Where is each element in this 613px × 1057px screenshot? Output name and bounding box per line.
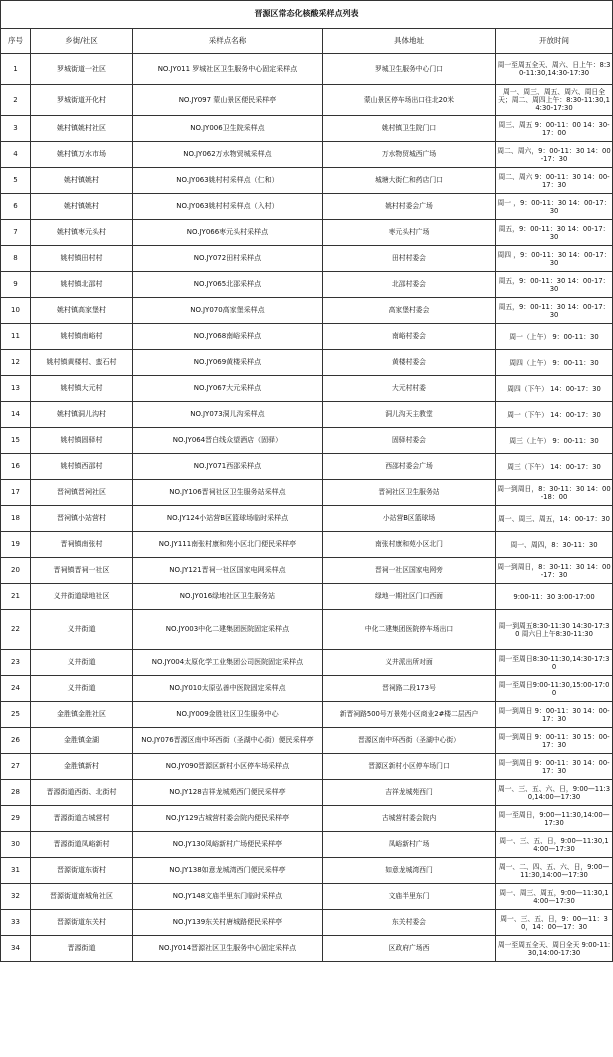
cell-address: 义井派出所对面: [323, 650, 496, 676]
cell-no: 25: [1, 702, 31, 728]
cell-site: NO.JY010太原弘善中医院固定采样点: [133, 676, 323, 702]
cell-no: 11: [1, 324, 31, 350]
header-area: 乡街/社区: [31, 29, 133, 54]
header-site: 采样点名称: [133, 29, 323, 54]
cell-hours: 周一到周日 9：00-11：30 14：00-17：30: [496, 754, 613, 780]
cell-hours: 周一、周三、周五，9:00—11:30,14:00—17:30: [496, 884, 613, 910]
table-row: [1, 376, 613, 402]
cell-address: 田村村委会: [323, 246, 496, 272]
cell-hours: 周三（下午） 14：00-17：30: [496, 454, 613, 480]
cell-hours: 周一至周日9:00-11:30,15:00-17:00: [496, 676, 613, 702]
table-row: [1, 454, 613, 480]
cell-area: 姚村镇洞儿沟村: [31, 402, 133, 428]
table-row: [1, 884, 613, 910]
cell-hours: 周一到周五8:30-11:30 14:30-17:30 周六日上午8:30-11:30: [496, 610, 613, 650]
cell-address: 晋祠路二段173号: [323, 676, 496, 702]
cell-site: NO.JY124小站营B区篮球场临时采样点: [133, 506, 323, 532]
cell-area: 姚村镇姚村: [31, 194, 133, 220]
cell-site: NO.JY068南峪采样点: [133, 324, 323, 350]
cell-site: NO.JY139东关村唐城路便民采样亭: [133, 910, 323, 936]
cell-area: 晋祠镇晋祠一社区: [31, 558, 133, 584]
cell-hours: 周四（下午） 14：00-17：30: [496, 376, 613, 402]
table-title: 晋源区常态化核酸采样点列表: [1, 1, 613, 29]
cell-hours: 周一至周日8:30-11:30,14:30-17:30: [496, 650, 613, 676]
cell-address: 高家堡村委会: [323, 298, 496, 324]
cell-address: 南张村康和苑小区北门: [323, 532, 496, 558]
table-row: [1, 194, 613, 220]
cell-area: 姚村镇北邵村: [31, 272, 133, 298]
cell-area: 义井街道: [31, 610, 133, 650]
cell-area: 姚村镇西邵村: [31, 454, 133, 480]
cell-no: 32: [1, 884, 31, 910]
cell-address: 中化二建集团医院停车场出口: [323, 610, 496, 650]
cell-no: 14: [1, 402, 31, 428]
cell-area: 晋源街道古城营村: [31, 806, 133, 832]
cell-address: 晋祠一社区国家电网旁: [323, 558, 496, 584]
cell-no: 19: [1, 532, 31, 558]
cell-site: NO.JY069黄楼采样点: [133, 350, 323, 376]
cell-address: 洞儿沟天主教堂: [323, 402, 496, 428]
header-address: 具体地址: [323, 29, 496, 54]
cell-hours: 周一（上午） 9：00-11：30: [496, 324, 613, 350]
cell-area: 义井街道绿地社区: [31, 584, 133, 610]
cell-no: 15: [1, 428, 31, 454]
cell-address: 东关村委会: [323, 910, 496, 936]
cell-area: 姚村镇固驿村: [31, 428, 133, 454]
table-row: [1, 272, 613, 298]
cell-hours: 9:00-11：30 3:00-17:00: [496, 584, 613, 610]
cell-no: 34: [1, 936, 31, 962]
cell-hours: 周四（上午） 9：00-11：30: [496, 350, 613, 376]
cell-site: NO.JY065北邵采样点: [133, 272, 323, 298]
cell-hours: 周一、周三、周五、周六、周日全天；周二、周四上午：8:30-11:30,14:30-17:30: [496, 85, 613, 116]
cell-address: 区政府广场西: [323, 936, 496, 962]
cell-site: NO.JY071西邵采样点: [133, 454, 323, 480]
table-row: [1, 246, 613, 272]
cell-no: 31: [1, 858, 31, 884]
cell-address: 南峪村委会: [323, 324, 496, 350]
cell-address: 如意龙城湾西门: [323, 858, 496, 884]
table-row: [1, 54, 613, 85]
cell-area: 晋源街道西街、北街村: [31, 780, 133, 806]
cell-site: NO.JY016绿地社区卫生服务站: [133, 584, 323, 610]
cell-hours: 周一到周日，8：30-11：30 14：00-18：00: [496, 480, 613, 506]
cell-address: 新晋祠路500号万景苑小区商业2#楼二层西户: [323, 702, 496, 728]
cell-no: 4: [1, 142, 31, 168]
cell-no: 22: [1, 610, 31, 650]
cell-no: 13: [1, 376, 31, 402]
cell-no: 12: [1, 350, 31, 376]
cell-area: 晋祠镇南张村: [31, 532, 133, 558]
cell-site: NO.JY014晋源社区卫生服务中心固定采样点: [133, 936, 323, 962]
cell-address: 文庙半里东门: [323, 884, 496, 910]
table-row: [1, 936, 613, 962]
cell-address: 凤峪新村广场: [323, 832, 496, 858]
cell-address: 古城营村委会院内: [323, 806, 496, 832]
cell-no: 17: [1, 480, 31, 506]
cell-site: NO.JY128吉祥龙城苑西门便民采样亭: [133, 780, 323, 806]
cell-hours: 周三、周五 9：00-11：00 14：30-17：00: [496, 116, 613, 142]
header-hours: 开放时间: [496, 29, 613, 54]
cell-no: 26: [1, 728, 31, 754]
table-row: [1, 806, 613, 832]
cell-address: 姚村镇卫生院门口: [323, 116, 496, 142]
table-row: [1, 85, 613, 116]
cell-site: NO.JY121晋祠一社区国家电网采样点: [133, 558, 323, 584]
cell-address: 黄楼村委会: [323, 350, 496, 376]
cell-no: 28: [1, 780, 31, 806]
cell-address: 晋源区南中环西街（圣湖中心街）: [323, 728, 496, 754]
cell-hours: 周一至周五全天、周日全天 9:00-11:30,14:00-17:30: [496, 936, 613, 962]
cell-hours: 周五，9：00-11：30 14：00-17：30: [496, 220, 613, 246]
table-row: [1, 558, 613, 584]
cell-hours: 周一到周日 9：00-11：30 15：00-17：30: [496, 728, 613, 754]
cell-area: 姚村镇大元村: [31, 376, 133, 402]
cell-address: 大元村村委: [323, 376, 496, 402]
cell-hours: 周一、二、四、五、六、日，9:00—11:30,14:00—17:30: [496, 858, 613, 884]
cell-area: 姚村镇高家堡村: [31, 298, 133, 324]
table-row: [1, 142, 613, 168]
cell-site: NO.JY097 蒙山景区便民采样亭: [133, 85, 323, 116]
cell-area: 晋祠镇小站营村: [31, 506, 133, 532]
table-row: [1, 168, 613, 194]
cell-site: NO.JY003中化二建集团医院固定采样点: [133, 610, 323, 650]
cell-hours: 周四 ，9：00-11：30 14：00-17：30: [496, 246, 613, 272]
cell-hours: 周一至周日，9:00—11:30,14:00—17:30: [496, 806, 613, 832]
cell-site: NO.JY066枣元头村采样点: [133, 220, 323, 246]
cell-address: 晋源区新村小区停车场门口: [323, 754, 496, 780]
cell-hours: 周二、周六 9：00-11：30 14：00-17：30: [496, 168, 613, 194]
cell-area: 姚村镇姚村社区: [31, 116, 133, 142]
cell-area: 义井街道: [31, 650, 133, 676]
cell-no: 20: [1, 558, 31, 584]
cell-site: NO.JY062万水物贸城采样点: [133, 142, 323, 168]
table-row: [1, 610, 613, 650]
cell-site: NO.JY138如意龙城湾西门便民采样亭: [133, 858, 323, 884]
cell-hours: 周一到周日，8：30-11：30 14：00-17：30: [496, 558, 613, 584]
cell-address: 罗城卫生服务中心门口: [323, 54, 496, 85]
cell-no: 18: [1, 506, 31, 532]
cell-site: NO.JY148文庙半里东门临时采样点: [133, 884, 323, 910]
cell-site: NO.JY072田村采样点: [133, 246, 323, 272]
cell-area: 义井街道: [31, 676, 133, 702]
cell-site: NO.JY063姚村村采样点（仁和）: [133, 168, 323, 194]
header-row: [1, 29, 613, 54]
cell-hours: 周二、周六，9：00-11：30 14：00-17：30: [496, 142, 613, 168]
table-row: [1, 428, 613, 454]
cell-no: 5: [1, 168, 31, 194]
cell-no: 33: [1, 910, 31, 936]
cell-area: 晋祠镇晋祠社区: [31, 480, 133, 506]
cell-area: 罗城街道一社区: [31, 54, 133, 85]
table-row: [1, 676, 613, 702]
cell-address: 西邵村委会广场: [323, 454, 496, 480]
table-row: [1, 480, 613, 506]
table-row: [1, 350, 613, 376]
cell-no: 8: [1, 246, 31, 272]
cell-hours: 周一、周四，8：30-11：30: [496, 532, 613, 558]
cell-area: 晋源街道凤峪新村: [31, 832, 133, 858]
cell-site: NO.JY011 罗城社区卫生服务中心固定采样点: [133, 54, 323, 85]
cell-hours: 周五，9：00-11：30 14：00-17：30: [496, 272, 613, 298]
cell-area: 晋源街道东街村: [31, 858, 133, 884]
cell-hours: 周一到周日 9：00-11：30 14：00-17：30: [496, 702, 613, 728]
cell-hours: 周一、三、五、日，9:00—11:30,14:00—17:30: [496, 832, 613, 858]
cell-site: NO.JY070高家堡采样点: [133, 298, 323, 324]
cell-area: 姚村镇田村村: [31, 246, 133, 272]
cell-address: 吉祥龙城苑西门: [323, 780, 496, 806]
cell-site: NO.JY129古城营村委会院内便民采样亭: [133, 806, 323, 832]
cell-area: 姚村镇黄楼村、蛮石村: [31, 350, 133, 376]
table-row: [1, 702, 613, 728]
cell-site: NO.JY073洞儿沟采样点: [133, 402, 323, 428]
cell-site: NO.JY130凤峪新村广场便民采样亭: [133, 832, 323, 858]
cell-area: 金胜镇新村: [31, 754, 133, 780]
cell-site: NO.JY006卫生院采样点: [133, 116, 323, 142]
cell-site: NO.JY111南张村康和苑小区北门便民采样亭: [133, 532, 323, 558]
cell-area: 金胜镇金湖: [31, 728, 133, 754]
cell-no: 6: [1, 194, 31, 220]
cell-hours: 周一至周五全天、周六、日上午：8:30-11:30,14:30-17:30: [496, 54, 613, 85]
table-row: [1, 584, 613, 610]
cell-site: NO.JY063姚村村采样点（入村）: [133, 194, 323, 220]
cell-no: 3: [1, 116, 31, 142]
cell-hours: 周三（上午） 9：00-11：30: [496, 428, 613, 454]
cell-no: 29: [1, 806, 31, 832]
table-row: [1, 324, 613, 350]
cell-no: 21: [1, 584, 31, 610]
table-row: [1, 832, 613, 858]
table-row: [1, 116, 613, 142]
table-row: [1, 532, 613, 558]
title-row: [1, 1, 613, 29]
cell-address: 固驿村委会: [323, 428, 496, 454]
cell-address: 枣元头村广场: [323, 220, 496, 246]
cell-site: NO.JY004太原化学工业集团公司医院固定采样点: [133, 650, 323, 676]
table-row: [1, 754, 613, 780]
cell-area: 姚村镇姚村: [31, 168, 133, 194]
cell-hours: 周一、三、五、日，9：00—11：30，14：00—17：30: [496, 910, 613, 936]
cell-hours: 周一、周三、周五，14：00-17：30: [496, 506, 613, 532]
cell-site: NO.JY064晋白线众望酒店（固驿）: [133, 428, 323, 454]
cell-hours: 周一（下午） 14：00-17：30: [496, 402, 613, 428]
header-no: 序号: [1, 29, 31, 54]
cell-address: 万水物贸城西广场: [323, 142, 496, 168]
table-row: [1, 220, 613, 246]
table-row: [1, 402, 613, 428]
cell-no: 1: [1, 54, 31, 85]
cell-area: 金胜镇金胜社区: [31, 702, 133, 728]
cell-address: 北邵村委会: [323, 272, 496, 298]
table-row: [1, 780, 613, 806]
table-row: [1, 650, 613, 676]
cell-area: 姚村镇南峪村: [31, 324, 133, 350]
cell-hours: 周一 ，9：00-11：30 14：00-17：30: [496, 194, 613, 220]
cell-no: 2: [1, 85, 31, 116]
cell-no: 23: [1, 650, 31, 676]
table-row: [1, 858, 613, 884]
cell-hours: 周一、三、五、六、日，9:00—11:30,14:00—17:30: [496, 780, 613, 806]
cell-no: 9: [1, 272, 31, 298]
table-row: [1, 910, 613, 936]
cell-no: 27: [1, 754, 31, 780]
cell-area: 罗城街道开化村: [31, 85, 133, 116]
cell-address: 小站营B区篮球场: [323, 506, 496, 532]
cell-no: 7: [1, 220, 31, 246]
cell-area: 晋源街道南城角社区: [31, 884, 133, 910]
cell-area: 姚村镇万水市场: [31, 142, 133, 168]
cell-hours: 周五，9：00-11：30 14：00-17：30: [496, 298, 613, 324]
cell-address: 姚村村委会广场: [323, 194, 496, 220]
cell-area: 晋源街道: [31, 936, 133, 962]
cell-address: 城塘大街仁和药店门口: [323, 168, 496, 194]
cell-area: 姚村镇枣元头村: [31, 220, 133, 246]
cell-no: 30: [1, 832, 31, 858]
table-row: [1, 298, 613, 324]
cell-no: 16: [1, 454, 31, 480]
table-row: [1, 728, 613, 754]
cell-address: 绿地一期社区门口西面: [323, 584, 496, 610]
cell-no: 24: [1, 676, 31, 702]
cell-site: NO.JY076晋源区南中环西街（圣湖中心街）便民采样亭: [133, 728, 323, 754]
cell-area: 晋源街道东关村: [31, 910, 133, 936]
cell-site: NO.JY067大元采样点: [133, 376, 323, 402]
cell-site: NO.JY106晋祠社区卫生服务站采样点: [133, 480, 323, 506]
cell-no: 10: [1, 298, 31, 324]
cell-site: NO.JY090晋源区新村小区停车场采样点: [133, 754, 323, 780]
cell-address: 晋祠社区卫生服务站: [323, 480, 496, 506]
table-row: [1, 506, 613, 532]
cell-address: 蒙山景区停车场出口往北20米: [323, 85, 496, 116]
cell-site: NO.JY009金胜社区卫生服务中心: [133, 702, 323, 728]
